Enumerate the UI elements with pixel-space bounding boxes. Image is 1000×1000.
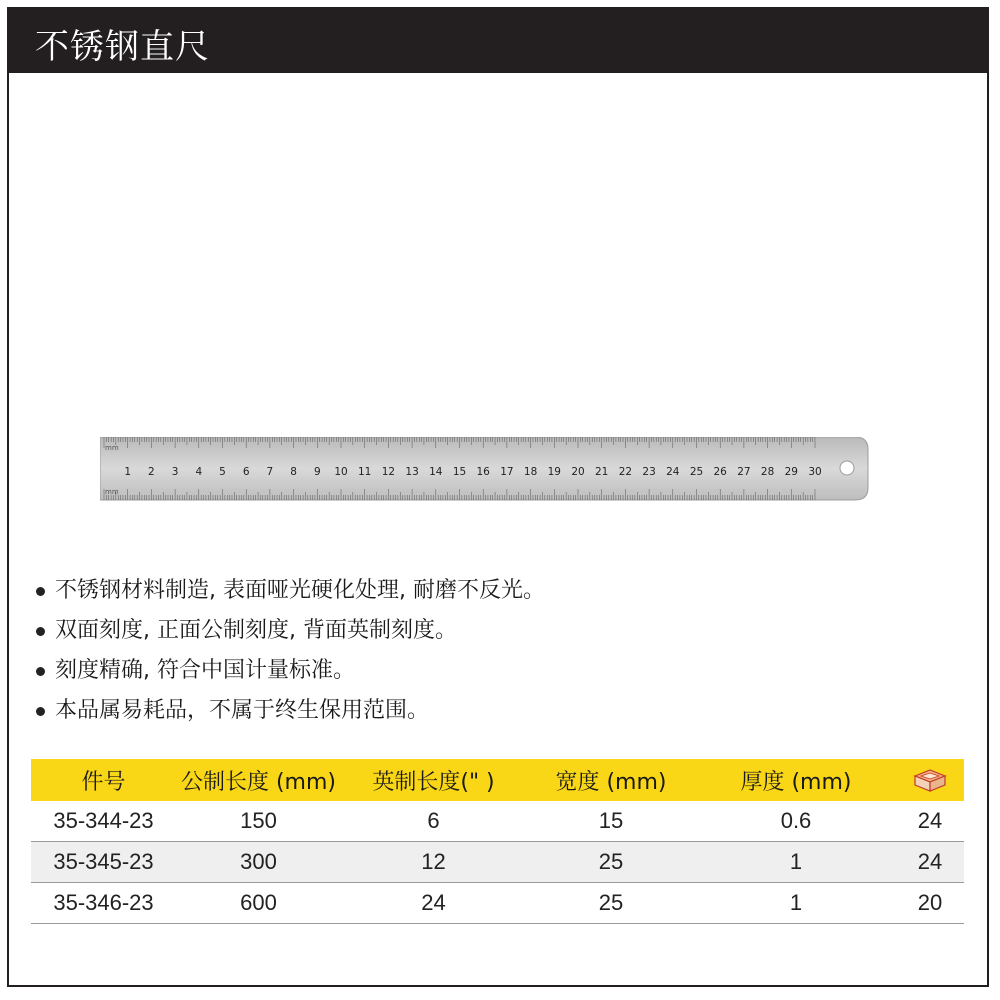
ruler-number: 11 (358, 466, 372, 478)
header-imperial-length: 英制长度(" ) (341, 759, 526, 801)
cell-metric-length: 150 (176, 801, 341, 842)
ruler-number: 29 (784, 466, 798, 478)
cell-imperial-length: 12 (341, 842, 526, 883)
ruler-unit-top: mm (105, 444, 119, 452)
cell-width: 25 (526, 883, 696, 924)
ruler-number: 13 (405, 466, 419, 478)
cell-thickness: 0.6 (696, 801, 896, 842)
ruler-number: 10 (334, 466, 348, 478)
cell-thickness: 1 (696, 842, 896, 883)
ruler-number: 26 (713, 466, 727, 478)
ruler-number: 21 (595, 466, 609, 478)
ruler-number: 18 (523, 466, 538, 478)
header-pack-quantity (896, 759, 964, 801)
hanging-hole (840, 461, 854, 475)
ruler-number: 30 (808, 466, 822, 478)
cell-metric-length: 300 (176, 842, 341, 883)
ruler-unit-bottom: mm (105, 488, 119, 496)
ruler-number: 9 (313, 466, 321, 478)
header-width: 宽度 (mm) (526, 759, 696, 801)
cell-part-number: 35-345-23 (31, 842, 176, 883)
feature-text: 刻度精确, 符合中国计量标准。 (55, 658, 355, 683)
ruler-number: 22 (618, 466, 633, 478)
bullet-icon (36, 667, 45, 676)
feature-item (31, 571, 545, 611)
feature-text: 本品属易耗品，不属于终生保用范围。 (55, 698, 430, 723)
cell-part-number: 35-344-23 (31, 801, 176, 842)
ruler-svg (100, 437, 880, 501)
cell-part-number: 35-346-23 (31, 883, 176, 924)
table-row (31, 842, 964, 883)
box-icon (913, 767, 947, 793)
cell-pack-quantity: 24 (896, 801, 964, 842)
ruler-number: 6 (242, 466, 250, 478)
ruler-number: 8 (290, 466, 297, 478)
ruler-number: 28 (760, 466, 775, 478)
table-row (31, 801, 964, 842)
ruler-number: 15 (452, 466, 467, 478)
ruler-number: 17 (500, 466, 514, 478)
table-row (31, 883, 964, 924)
ruler-number: 25 (689, 466, 704, 478)
ruler-number: 20 (571, 466, 585, 478)
spec-table (31, 759, 964, 924)
cell-metric-length: 600 (176, 883, 341, 924)
feature-text: 不锈钢材料制造, 表面哑光硬化处理, 耐磨不反光。 (55, 578, 545, 603)
feature-list (31, 571, 545, 731)
feature-item (31, 651, 545, 691)
cell-imperial-length: 6 (341, 801, 526, 842)
cell-pack-quantity: 20 (896, 883, 964, 924)
title-bar (9, 9, 987, 73)
ruler-image (100, 437, 880, 501)
ruler-number: 1 (124, 466, 132, 478)
bullet-icon (36, 707, 45, 716)
cell-imperial-length: 24 (341, 883, 526, 924)
feature-item (31, 691, 545, 731)
header-part-number: 件号 (31, 759, 176, 801)
ruler-number: 4 (195, 466, 203, 478)
ruler-number: 27 (737, 466, 751, 478)
ruler-number: 14 (429, 466, 443, 478)
bullet-icon (36, 627, 45, 636)
cell-pack-quantity: 24 (896, 842, 964, 883)
feature-text: 双面刻度, 正面公制刻度, 背面英制刻度。 (55, 618, 457, 643)
ruler-number: 5 (219, 466, 226, 478)
ruler-number: 16 (476, 466, 490, 478)
cell-width: 15 (526, 801, 696, 842)
bullet-icon (36, 587, 45, 596)
ruler-number: 7 (266, 466, 274, 478)
ruler-number: 23 (642, 466, 656, 478)
ruler-number: 24 (666, 466, 680, 478)
cell-width: 25 (526, 842, 696, 883)
header-metric-length: 公制长度 (mm) (176, 759, 341, 801)
product-card (7, 7, 989, 987)
page-title: 不锈钢直尺 (35, 27, 210, 67)
ruler-number: 19 (547, 466, 561, 478)
header-thickness: 厚度 (mm) (696, 759, 896, 801)
ruler-number: 2 (148, 466, 155, 478)
cell-thickness: 1 (696, 883, 896, 924)
ruler-number: 3 (171, 466, 179, 478)
feature-item (31, 611, 545, 651)
table-header-row (31, 759, 964, 801)
ruler-number: 12 (381, 466, 396, 478)
